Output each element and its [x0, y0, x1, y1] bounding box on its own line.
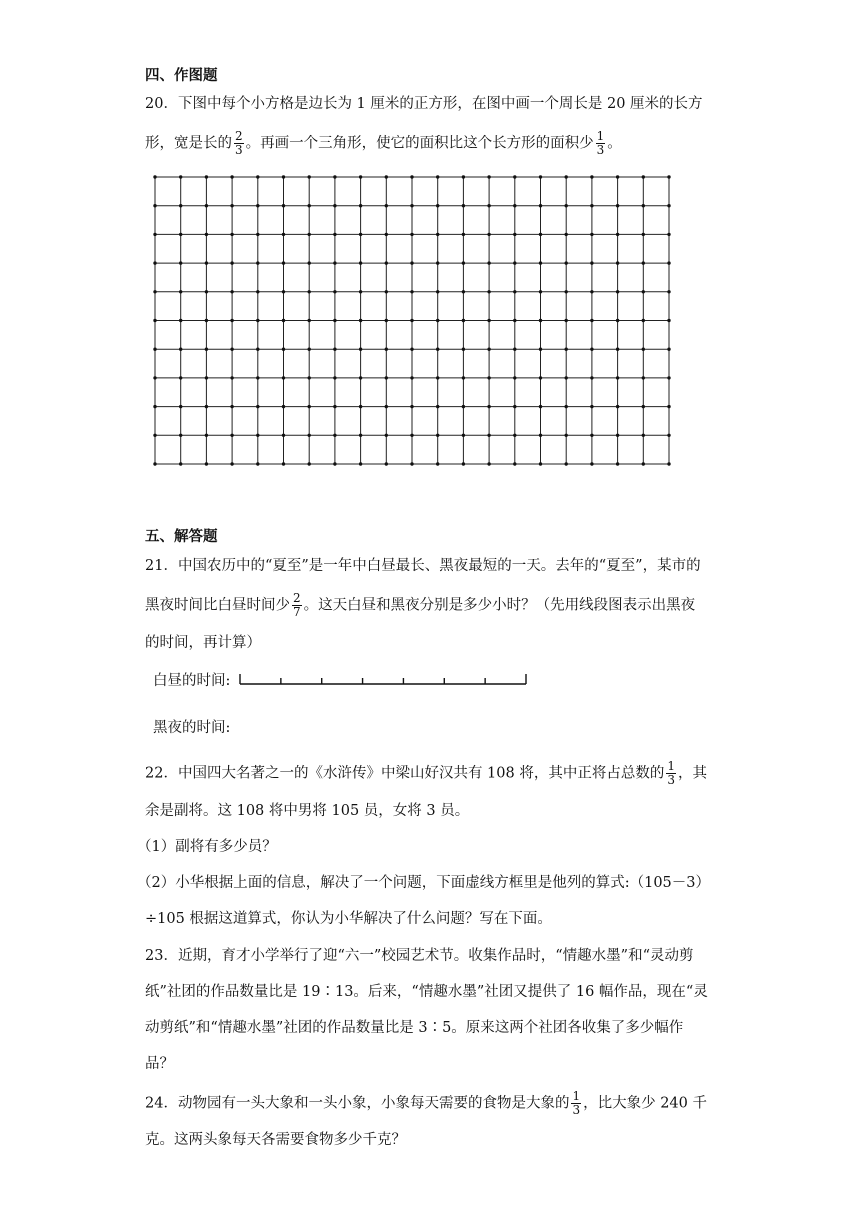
grid-point[interactable]: [539, 319, 542, 322]
grid-point[interactable]: [205, 462, 208, 465]
grid-point[interactable]: [462, 290, 465, 293]
grid-point[interactable]: [333, 405, 336, 408]
grid-point[interactable]: [487, 204, 490, 207]
grid-point[interactable]: [513, 462, 516, 465]
grid-point[interactable]: [462, 233, 465, 236]
grid-point[interactable]: [282, 376, 285, 379]
grid-point[interactable]: [590, 434, 593, 437]
grid-point[interactable]: [179, 376, 182, 379]
grid-point[interactable]: [230, 233, 233, 236]
grid-point[interactable]: [462, 348, 465, 351]
grid-point[interactable]: [333, 462, 336, 465]
q21-text-b: 。这天白昼和黑夜分别是多少小时？（先用线段图表示出黑夜: [303, 597, 696, 614]
grid-point[interactable]: [642, 290, 645, 293]
grid-point[interactable]: [513, 376, 516, 379]
grid-point[interactable]: [230, 348, 233, 351]
grid-point[interactable]: [385, 261, 388, 264]
grid-point[interactable]: [539, 204, 542, 207]
grid-point[interactable]: [616, 175, 619, 178]
q21-line1: 21．中国农历中的“夏至”是一年中白昼最长、黑夜最短的一天。去年的“夏至”，某市的: [145, 558, 701, 574]
grid-point[interactable]: [616, 348, 619, 351]
grid-point[interactable]: [436, 319, 439, 322]
night-time-label: 黑夜的时间:: [153, 720, 231, 736]
grid-point[interactable]: [513, 233, 516, 236]
grid-point[interactable]: [642, 376, 645, 379]
grid-point[interactable]: [539, 233, 542, 236]
grid-point[interactable]: [410, 376, 413, 379]
grid-point[interactable]: [333, 376, 336, 379]
grid-point[interactable]: [385, 175, 388, 178]
q23-line1: 23．近期，育才小学举行了迎“六一”校园艺术节。收集作品时，“情趣水墨”和“灵动剪: [145, 948, 694, 964]
grid-point[interactable]: [436, 376, 439, 379]
grid-point[interactable]: [539, 175, 542, 178]
grid-point[interactable]: [539, 261, 542, 264]
grid-point[interactable]: [539, 376, 542, 379]
grid-point[interactable]: [590, 290, 593, 293]
q20-text-a: 形，宽是长的: [145, 135, 232, 152]
grid-point[interactable]: [462, 319, 465, 322]
grid-point[interactable]: [153, 434, 156, 437]
grid-point[interactable]: [642, 175, 645, 178]
grid-point[interactable]: [667, 233, 670, 236]
q24-fraction-one-third: [571, 1090, 581, 1117]
grid-point[interactable]: [282, 290, 285, 293]
grid-point[interactable]: [667, 348, 670, 351]
grid-point[interactable]: [565, 233, 568, 236]
grid-point[interactable]: [667, 261, 670, 264]
q23-line3: 动剪纸”和“情趣水墨”社团的作品数量比是 3∶5。原来这两个社团各收集了多少幅作: [145, 1020, 684, 1036]
grid-point[interactable]: [256, 348, 259, 351]
grid-point[interactable]: [667, 319, 670, 322]
grid-point[interactable]: [642, 462, 645, 465]
grid-point[interactable]: [333, 348, 336, 351]
grid-point[interactable]: [385, 376, 388, 379]
grid-point[interactable]: [590, 376, 593, 379]
grid-point[interactable]: [256, 175, 259, 178]
grid-point[interactable]: [565, 204, 568, 207]
grid-point[interactable]: [308, 376, 311, 379]
grid-point[interactable]: [205, 204, 208, 207]
grid-point[interactable]: [565, 462, 568, 465]
grid-point[interactable]: [667, 290, 670, 293]
grid-point[interactable]: [282, 261, 285, 264]
grid-point[interactable]: [462, 376, 465, 379]
grid-point[interactable]: [487, 376, 490, 379]
grid-point[interactable]: [282, 462, 285, 465]
grid-point[interactable]: [565, 175, 568, 178]
grid-point[interactable]: [487, 319, 490, 322]
grid-point[interactable]: [462, 261, 465, 264]
grid-point[interactable]: [333, 319, 336, 322]
grid-point[interactable]: [436, 233, 439, 236]
grid-point[interactable]: [565, 348, 568, 351]
day-time-label: 白昼的时间:: [153, 673, 231, 689]
grid-point[interactable]: [616, 233, 619, 236]
grid-point[interactable]: [230, 290, 233, 293]
grid-point[interactable]: [282, 405, 285, 408]
q20-fraction-one-third: [596, 130, 606, 157]
grid-point[interactable]: [436, 290, 439, 293]
grid-point[interactable]: [487, 175, 490, 178]
grid-point[interactable]: [230, 319, 233, 322]
grid-point[interactable]: [308, 261, 311, 264]
grid-point[interactable]: [308, 175, 311, 178]
fraction-denominator: 3: [235, 143, 243, 157]
grid-point[interactable]: [590, 261, 593, 264]
grid-point[interactable]: [230, 261, 233, 264]
grid-point[interactable]: [359, 348, 362, 351]
grid-point[interactable]: [410, 319, 413, 322]
grid-point[interactable]: [436, 175, 439, 178]
q20-fraction-two-thirds: [234, 130, 244, 157]
grid-point[interactable]: [590, 348, 593, 351]
grid-point[interactable]: [513, 175, 516, 178]
grid-point[interactable]: [308, 462, 311, 465]
grid-point[interactable]: [359, 204, 362, 207]
grid-point[interactable]: [308, 290, 311, 293]
grid-point[interactable]: [179, 319, 182, 322]
grid-point[interactable]: [642, 434, 645, 437]
grid-point[interactable]: [153, 348, 156, 351]
grid-point[interactable]: [230, 376, 233, 379]
grid-point[interactable]: [436, 204, 439, 207]
grid-point[interactable]: [462, 175, 465, 178]
grid-point[interactable]: [410, 434, 413, 437]
fraction-denominator: 3: [572, 1103, 581, 1117]
grid-point[interactable]: [153, 319, 156, 322]
grid-point[interactable]: [667, 434, 670, 437]
grid-point[interactable]: [282, 233, 285, 236]
grid-point[interactable]: [256, 261, 259, 264]
grid-point[interactable]: [436, 462, 439, 465]
grid-point[interactable]: [359, 290, 362, 293]
fraction-denominator: 3: [596, 143, 605, 157]
grid-point[interactable]: [513, 319, 516, 322]
grid-point[interactable]: [513, 348, 516, 351]
fraction-numerator: 2: [235, 129, 243, 143]
grid-point[interactable]: [179, 233, 182, 236]
grid-point[interactable]: [153, 261, 156, 264]
grid-point[interactable]: [616, 204, 619, 207]
grid-point[interactable]: [616, 290, 619, 293]
grid-point[interactable]: [436, 261, 439, 264]
grid-point[interactable]: [642, 233, 645, 236]
fraction-denominator: 3: [667, 773, 675, 787]
grid-point[interactable]: [385, 434, 388, 437]
grid-point[interactable]: [539, 405, 542, 408]
grid-point[interactable]: [565, 319, 568, 322]
grid-point[interactable]: [205, 261, 208, 264]
grid-point[interactable]: [385, 233, 388, 236]
grid-point[interactable]: [282, 204, 285, 207]
grid-point[interactable]: [487, 405, 490, 408]
grid-point[interactable]: [282, 434, 285, 437]
grid-point[interactable]: [282, 175, 285, 178]
q22-line2: 余是副将。这 108 将中男将 105 员，女将 3 员。: [145, 803, 470, 819]
grid-point[interactable]: [385, 462, 388, 465]
grid-point[interactable]: [179, 405, 182, 408]
grid-point[interactable]: [667, 462, 670, 465]
grid-point[interactable]: [230, 175, 233, 178]
grid-point[interactable]: [385, 405, 388, 408]
q22-sub2-line1: （2）小华根据上面的信息，解决了一个问题，下面虚线方框里是他列的算式:（105－3）: [137, 875, 711, 891]
q21-fraction-two-sevenths: [292, 592, 302, 619]
square-grid[interactable]: [150, 172, 676, 470]
grid-point[interactable]: [179, 290, 182, 293]
grid-point[interactable]: [230, 462, 233, 465]
grid-point[interactable]: [385, 319, 388, 322]
grid-point[interactable]: [179, 175, 182, 178]
grid-point[interactable]: [359, 175, 362, 178]
fraction-numerator: 1: [596, 129, 605, 143]
fraction-denominator: 7: [293, 605, 301, 619]
q22-text-a: 22．中国四大名著之一的《水浒传》中梁山好汉共有 108 将，其中正将占总数的: [145, 765, 665, 782]
grid-point[interactable]: [308, 204, 311, 207]
grid-point[interactable]: [565, 376, 568, 379]
grid-point[interactable]: [462, 462, 465, 465]
grid-point[interactable]: [642, 261, 645, 264]
q23-line4: 品？: [145, 1056, 174, 1072]
grid-point[interactable]: [590, 319, 593, 322]
q23-line2: 纸”社团的作品数量比是 19∶13。后来，“情趣水墨”社团又提供了 16 幅作品，现在“灵: [145, 984, 708, 1000]
fraction-numerator: 1: [572, 1089, 581, 1103]
grid-point[interactable]: [462, 405, 465, 408]
grid-point[interactable]: [359, 319, 362, 322]
q20-text-c: 。: [607, 135, 622, 152]
grid-point[interactable]: [565, 261, 568, 264]
grid-point[interactable]: [590, 462, 593, 465]
grid-point[interactable]: [616, 261, 619, 264]
q24-line2: 克。这两头象每天各需要食物多少千克？: [145, 1132, 406, 1148]
grid-point[interactable]: [359, 434, 362, 437]
grid-point[interactable]: [359, 261, 362, 264]
section-heading-answers: 五、解答题: [145, 529, 218, 545]
q22-line1: [145, 760, 707, 787]
grid-point[interactable]: [205, 376, 208, 379]
grid-point[interactable]: [513, 204, 516, 207]
grid-point[interactable]: [436, 405, 439, 408]
q20-line2: [145, 130, 622, 157]
grid-point[interactable]: [256, 204, 259, 207]
grid-point[interactable]: [308, 233, 311, 236]
fraction-numerator: 1: [667, 759, 675, 773]
q21-line2: [145, 592, 695, 619]
grid-point[interactable]: [256, 434, 259, 437]
grid-point[interactable]: [590, 175, 593, 178]
grid-point[interactable]: [410, 405, 413, 408]
grid-point[interactable]: [565, 290, 568, 293]
grid-point[interactable]: [308, 434, 311, 437]
grid-point[interactable]: [642, 319, 645, 322]
grid-point[interactable]: [230, 405, 233, 408]
grid-point[interactable]: [333, 434, 336, 437]
q22-fraction-one-third: [666, 760, 676, 787]
grid-point[interactable]: [153, 405, 156, 408]
grid-point[interactable]: [256, 290, 259, 293]
grid-point[interactable]: [410, 233, 413, 236]
grid-point[interactable]: [616, 376, 619, 379]
day-time-segment-bar: [238, 672, 530, 688]
grid-point[interactable]: [205, 233, 208, 236]
grid-point[interactable]: [642, 405, 645, 408]
grid-point[interactable]: [179, 434, 182, 437]
grid-point[interactable]: [410, 348, 413, 351]
grid-point[interactable]: [179, 261, 182, 264]
grid-point[interactable]: [256, 376, 259, 379]
grid-point[interactable]: [513, 434, 516, 437]
grid-point[interactable]: [230, 434, 233, 437]
grid-point[interactable]: [590, 405, 593, 408]
grid-point[interactable]: [205, 175, 208, 178]
grid-point[interactable]: [590, 204, 593, 207]
grid-point[interactable]: [539, 462, 542, 465]
grid-point[interactable]: [153, 175, 156, 178]
grid-point[interactable]: [205, 405, 208, 408]
grid-point[interactable]: [436, 348, 439, 351]
grid-point[interactable]: [179, 348, 182, 351]
grid-point[interactable]: [282, 319, 285, 322]
grid-point[interactable]: [565, 434, 568, 437]
grid-point[interactable]: [513, 405, 516, 408]
grid-point[interactable]: [308, 405, 311, 408]
grid-point[interactable]: [230, 204, 233, 207]
grid-point[interactable]: [539, 434, 542, 437]
grid-point[interactable]: [667, 204, 670, 207]
grid-point[interactable]: [487, 290, 490, 293]
grid-point[interactable]: [667, 175, 670, 178]
grid-point[interactable]: [359, 233, 362, 236]
grid-point[interactable]: [256, 462, 259, 465]
q20-line1: 20．下图中每个小方格是边长为 1 厘米的正方形，在图中画一个周长是 20 厘米的长方: [145, 96, 703, 112]
grid-point[interactable]: [565, 405, 568, 408]
grid-point[interactable]: [308, 348, 311, 351]
q22-sub2-line2: ÷105 根据这道算式，你认为小华解决了什么问题？写在下面。: [145, 911, 552, 927]
grid-point[interactable]: [153, 233, 156, 236]
grid-point[interactable]: [436, 434, 439, 437]
grid-point[interactable]: [539, 290, 542, 293]
grid-point[interactable]: [642, 348, 645, 351]
q20-text-b: 。再画一个三角形，使它的面积比这个长方形的面积少: [245, 135, 594, 152]
grid-point[interactable]: [513, 290, 516, 293]
grid-point[interactable]: [205, 434, 208, 437]
grid-point[interactable]: [410, 290, 413, 293]
grid-point[interactable]: [385, 348, 388, 351]
grid-point[interactable]: [359, 405, 362, 408]
grid-point[interactable]: [410, 175, 413, 178]
q24-line1: [145, 1090, 707, 1117]
grid-point[interactable]: [487, 348, 490, 351]
grid-point[interactable]: [667, 376, 670, 379]
grid-point[interactable]: [462, 434, 465, 437]
grid-point[interactable]: [616, 462, 619, 465]
grid-point[interactable]: [333, 204, 336, 207]
grid-point[interactable]: [487, 261, 490, 264]
grid-point[interactable]: [513, 261, 516, 264]
q22-text-b: ，其: [677, 765, 707, 782]
grid-point[interactable]: [308, 319, 311, 322]
grid-point[interactable]: [153, 376, 156, 379]
grid-point[interactable]: [333, 290, 336, 293]
grid-point[interactable]: [282, 348, 285, 351]
grid-point[interactable]: [616, 434, 619, 437]
grid-point[interactable]: [487, 434, 490, 437]
grid-point[interactable]: [487, 233, 490, 236]
grid-point[interactable]: [153, 462, 156, 465]
grid-point[interactable]: [256, 233, 259, 236]
grid-point[interactable]: [333, 175, 336, 178]
q21-line3: 的时间，再计算）: [145, 635, 261, 651]
grid-point[interactable]: [205, 348, 208, 351]
grid-point[interactable]: [616, 319, 619, 322]
grid-point[interactable]: [616, 405, 619, 408]
section-heading-drawing: 四、作图题: [145, 68, 218, 84]
grid-point[interactable]: [487, 462, 490, 465]
q24-text-a: 24．动物园有一头大象和一头小象，小象每天需要的食物是大象的: [145, 1095, 570, 1112]
grid-point[interactable]: [179, 204, 182, 207]
grid-point[interactable]: [153, 204, 156, 207]
q24-text-b: ，比大象少 240 千: [583, 1095, 707, 1112]
grid-point[interactable]: [256, 405, 259, 408]
grid-point[interactable]: [205, 319, 208, 322]
fraction-numerator: 2: [293, 591, 301, 605]
grid-point[interactable]: [385, 204, 388, 207]
grid-point[interactable]: [256, 319, 259, 322]
grid-point[interactable]: [179, 462, 182, 465]
q22-sub1: （1）副将有多少员？: [137, 839, 277, 855]
grid-point[interactable]: [359, 462, 362, 465]
grid-point[interactable]: [667, 405, 670, 408]
q21-text-a: 黑夜时间比白昼时间少: [145, 597, 290, 614]
grid-point[interactable]: [205, 290, 208, 293]
grid-point[interactable]: [590, 233, 593, 236]
grid-point[interactable]: [642, 204, 645, 207]
grid-point[interactable]: [153, 290, 156, 293]
grid-point[interactable]: [385, 290, 388, 293]
grid-point[interactable]: [333, 261, 336, 264]
grid-point[interactable]: [410, 462, 413, 465]
grid-point[interactable]: [359, 376, 362, 379]
grid-point[interactable]: [410, 204, 413, 207]
grid-point[interactable]: [333, 233, 336, 236]
grid-point[interactable]: [539, 348, 542, 351]
grid-point[interactable]: [462, 204, 465, 207]
grid-point[interactable]: [410, 261, 413, 264]
